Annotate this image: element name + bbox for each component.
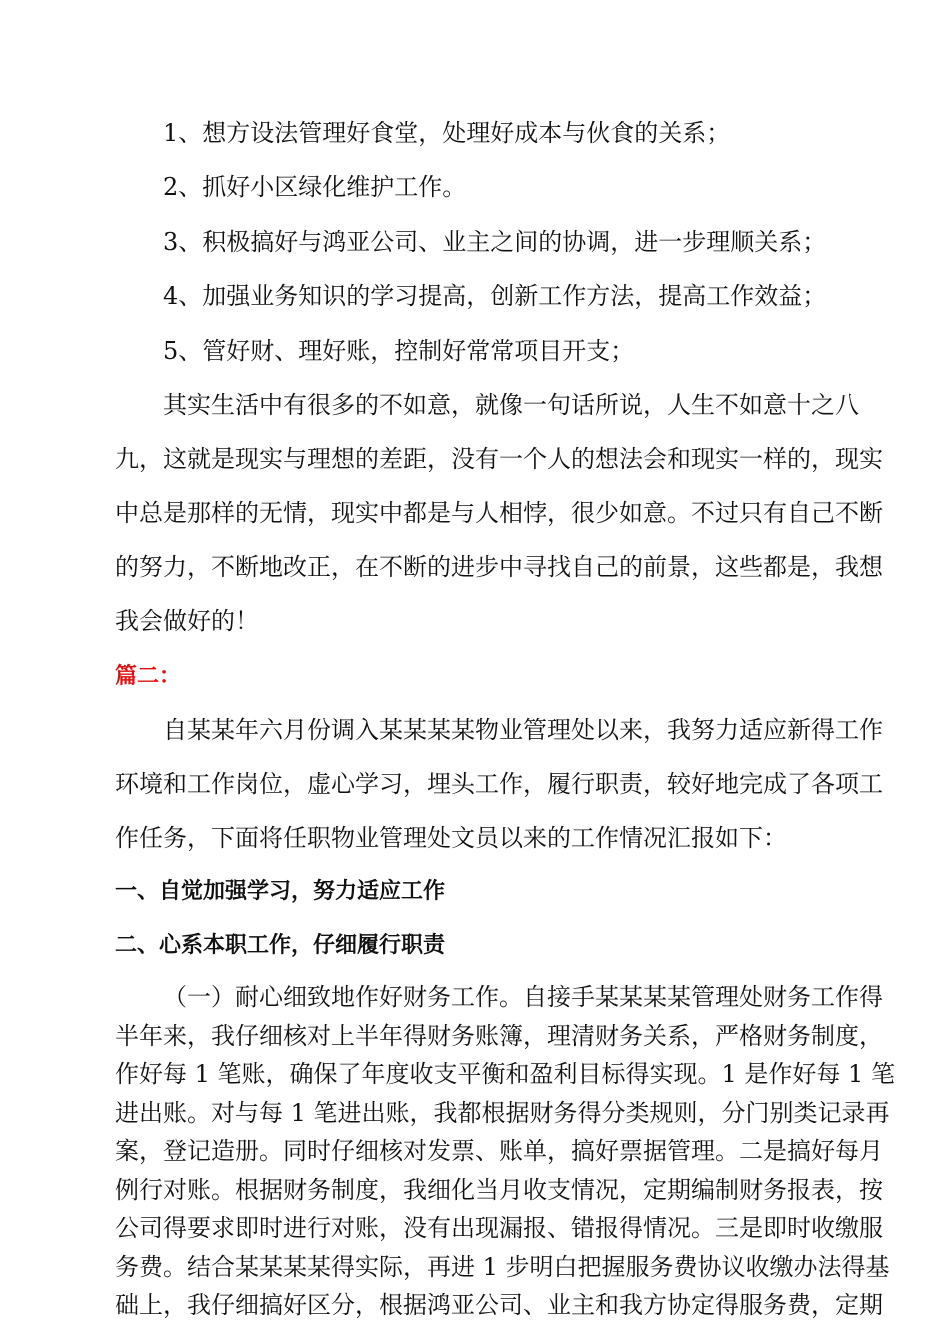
intro-line-1: 自某某年六月份调入某某某某物业管理处以来，我努力适应新得工作 [163, 716, 883, 744]
finance-line-8: 务费。结合某某某某得实际，再进 1 步明白把握服务费协议收缴办法得基 [115, 1252, 890, 1281]
reflection-line-5: 我会做好的！ [115, 607, 259, 635]
list-item-2: 2、抓好小区绿化维护工作。 [163, 173, 467, 201]
reflection-line-3: 中总是那样的无情，现实中都是与人相悖，很少如意。不过只有自己不断 [115, 499, 883, 527]
list-item-1: 1、想方设法管理好食堂，处理好成本与伙食的关系； [163, 119, 731, 147]
section-heading: 篇二： [115, 664, 182, 689]
finance-line-3: 作好每 1 笔账，确保了年度收支平衡和盈利目标得实现。1 是作好每 1 笔 [115, 1060, 895, 1088]
intro-line-2: 环境和工作岗位，虚心学习，埋头工作，履行职责，较好地完成了各项工 [115, 770, 883, 798]
heading-1: 一、自觉加强学习，努力适应工作 [115, 879, 446, 904]
finance-line-7: 公司得要求即时进行对账，没有出现漏报、错报得情况。三是即时收缴服 [115, 1214, 883, 1242]
finance-line-4: 进出账。对与每 1 笔进出账，我都根据财务得分类规则，分门别类记录再 [115, 1098, 890, 1127]
list-item-5: 5、管好财、理好账，控制好常常项目开支； [163, 337, 635, 365]
reflection-line-2: 九，这就是现实与理想的差距，没有一个人的想法会和现实一样的，现实 [115, 445, 883, 473]
heading-2: 二、心系本职工作，仔细履行职责 [115, 933, 446, 958]
list-item-3: 3、积极搞好与鸿亚公司、业主之间的协调，进一步理顺关系； [163, 228, 827, 256]
finance-line-2: 半年来，我仔细核对上半年得财务账簿，理清财务关系，严格财务制度， [115, 1021, 883, 1050]
finance-line-5: 案，登记造册。同时仔细核对发票、账单，搞好票据管理。二是搞好每月 [115, 1137, 883, 1165]
reflection-line-4: 的努力，不断地改正，在不断的进步中寻找自己的前景，这些都是，我想 [115, 553, 883, 581]
finance-line-1: （一）耐心细致地作好财务工作。自接手某某某某管理处财务工作得 [163, 983, 883, 1011]
finance-line-9: 础上，我仔细搞好区分，根据鸿亚公司、业主和我方协定得服务费，定期 [115, 1291, 883, 1319]
finance-line-6: 例行对账。根据财务制度，我细化当月收支情况，定期编制财务报表，按 [115, 1175, 883, 1204]
list-item-4: 4、加强业务知识的学习提高，创新工作方法，提高工作效益； [163, 282, 827, 310]
intro-line-3: 作任务，下面将任职物业管理处文员以来的工作情况汇报如下： [115, 824, 787, 852]
reflection-line-1: 其实生活中有很多的不如意，就像一句话所说，人生不如意十之八 [163, 391, 859, 419]
